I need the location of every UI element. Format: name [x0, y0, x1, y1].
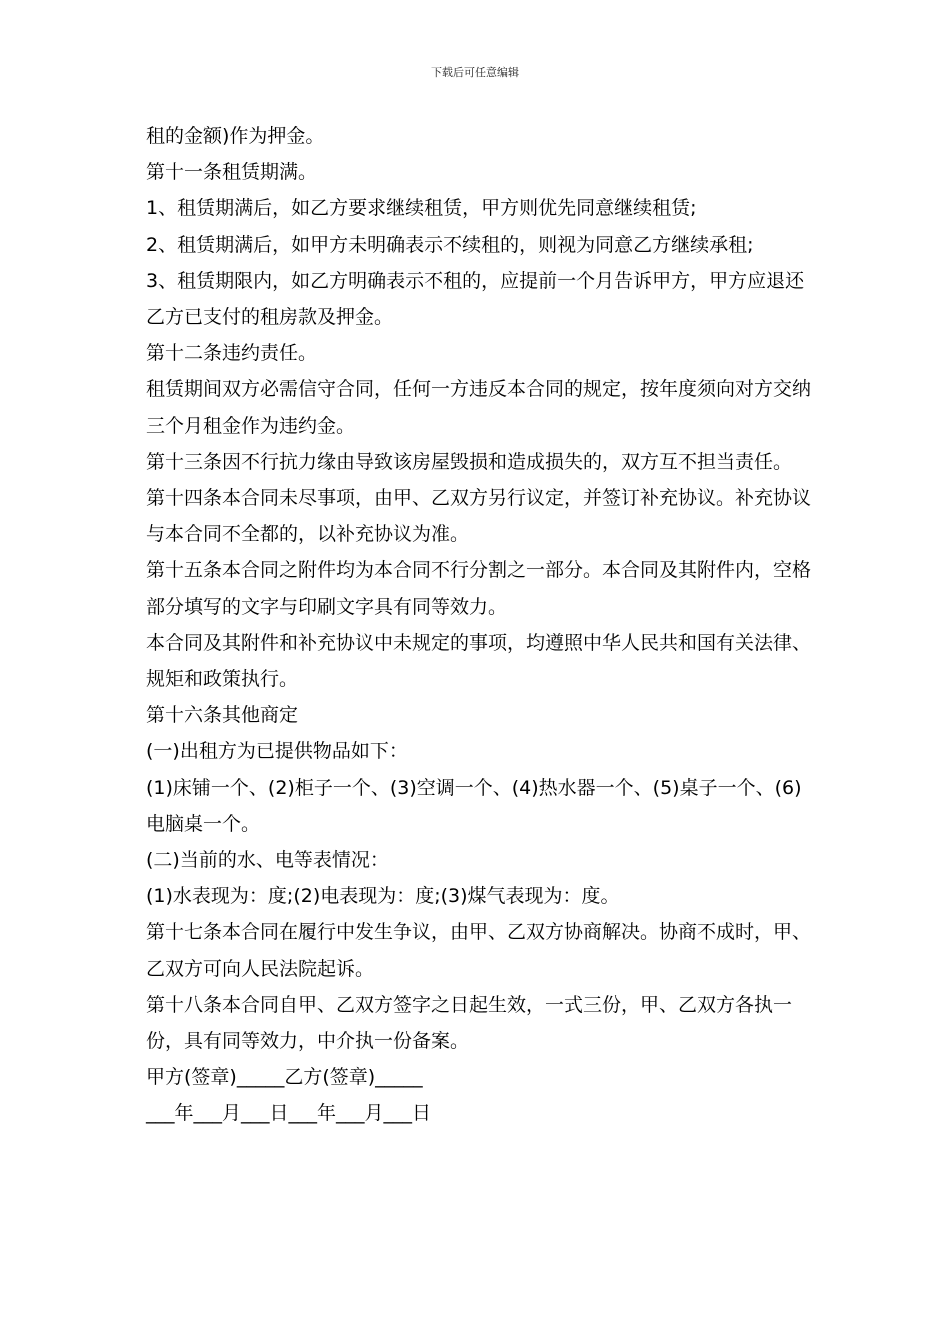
paragraph-article-16-item-1-title: (一)出租方为已提供物品如下： — [146, 740, 408, 763]
paragraph-article-18: 第十八条本合同自甲、乙双方签字之日起生效，一式三份，甲、乙双方各执一份，具有同等效力，中介执一份备案。 — [146, 993, 793, 1053]
page-header-note: 下载后可任意编辑 — [431, 66, 519, 79]
paragraph-article-12-title: 第十二条违约责任。 — [146, 342, 318, 365]
paragraph-article-15-supplement: 本合同及其附件和补充协议中未规定的事项，均遵照中华人民共和国有关法律、规矩和政策执行。 — [146, 631, 812, 691]
paragraph-article-17: 第十七条本合同在履行中发生争议，由甲、乙双方协商解决。协商不成时，甲、乙双方可向人民法院起诉。 — [146, 921, 812, 980]
paragraph-article-16-item-2-title: (二)当前的水、电等表情况： — [146, 849, 389, 872]
paragraph-article-13: 第十三条因不行抗力缘由导致该房屋毁损和造成损失的，双方互不担当责任。 — [146, 450, 793, 473]
paragraph-article-16-item-1-list: (1)床铺一个、(2)柜子一个、(3)空调一个、(4)热水器一个、(5)桌子一个、(6)电脑桌一个。 — [146, 776, 802, 835]
paragraph-article-14: 第十四条本合同未尽事项，由甲、乙双方另行议定，并签订补充协议。补充协议与本合同不全都的，以补充协议为准。 — [146, 487, 812, 546]
document-body — [146, 118, 811, 1132]
paragraph-article-11-item-3: 3、租赁期限内，如乙方明确表示不租的，应提前一个月告诉甲方，甲方应退还乙方已支付的租房款及押金。 — [146, 269, 805, 329]
paragraph-article-11-title: 第十一条租赁期满。 — [146, 161, 318, 184]
paragraph-article-12-body: 租赁期间双方必需信守合同，任何一方违反本合同的规定，按年度须向对方交纳三个月租金作为违约金。 — [146, 378, 812, 437]
paragraph-article-11-item-2: 2、租赁期满后，如甲方未明确表示不续租的，则视为同意乙方继续承租; — [146, 233, 754, 256]
paragraph-article-16-item-2-meters: (1)水表现为：度;(2)电表现为：度;(3)煤气表现为：度。 — [146, 885, 620, 908]
paragraph-article-11-item-1: 1、租赁期满后，如乙方要求继续租赁，甲方则优先同意继续租赁; — [146, 197, 697, 220]
signature-line: 甲方(签章)_____乙方(签章)_____ — [146, 1066, 423, 1089]
paragraph-article-15: 第十五条本合同之附件均为本合同不行分割之一部分。本合同及其附件内，空格部分填写的文字与印刷文字具有同等效力。 — [146, 559, 812, 618]
date-line: ___年___月___日___年___月___日 — [146, 1102, 432, 1125]
paragraph-article-16-title: 第十六条其他商定 — [146, 704, 299, 727]
paragraph-deposit-tail: 租的金额)作为押金。 — [146, 125, 325, 147]
